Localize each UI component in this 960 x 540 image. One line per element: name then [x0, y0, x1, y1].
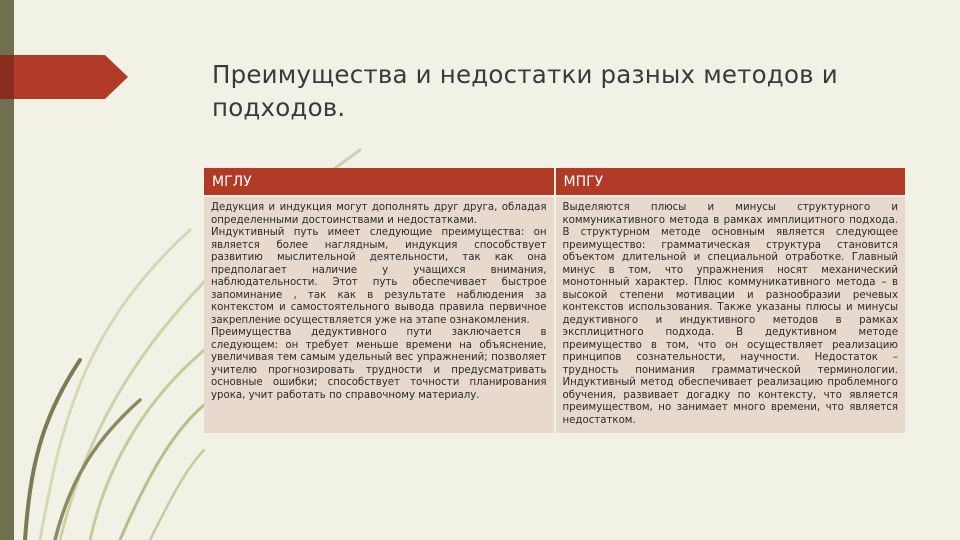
header-mpgu: МПГУ: [556, 168, 906, 195]
title-arrow-tail: [0, 55, 14, 99]
grass-blade: [25, 360, 80, 540]
cell-mpgu: Выделяются плюсы и минусы структурного и коммуникативного метода в рамках имплицитного подхода. В структурном методе основным является следующее преимущество: грамматическая структура становится объектом длительной и специальной отработке. Главный минус в том, что упражнения носят механический монотонный характер. Плюс коммуникативного метода – в высокой степени мотивации и разнообразии речевых контекстов использования. Также указаны плюсы и минусы дедуктивного и индуктивного методов в рамках эксплицитного подхода. В дедуктивном методе преимущество в том, что он осуществляет реализацию принципов сознательности, научности. Недостаток – трудность понимания грамматической терминологии. Индуктивный метод обеспечивает реализацию проблемного обучения, развивает догадку по контексту, что является преимуществом, но занимает много времени, что является недостатком.: [556, 195, 906, 433]
grass-blade: [120, 405, 204, 540]
cell-mglu: Дедукция и индукция могут дополнять друг друга, обладая определенными достоинствами и недостатками. Индуктивный путь имеет следующие преимущества: он является более наглядным, индукция способствует развитию мыслительной деятельности, так как она предполагает наличие у учащихся внимания, наблюдательности. Этот путь обеспечивает быстрое запоминание , так как в результате наблюдения за контекстом и самостоятельного вывода правила первичное закрепление осуществляется уже на этапе ознакомления. Преимущества дедуктивного пути заключается в следующем: он требует меньше времени на объяснение, увеличивая тем самым удельный вес упражнений; позволяет учителю прогнозировать трудности и предусматривать основные ошибки; способствует точности планирования урока, учит работать по справочному материалу.: [204, 195, 556, 433]
slide-title: Преимущества и недостатки разных методов и подходов.: [212, 60, 838, 122]
comparison-table: [204, 168, 905, 433]
header-mglu: МГЛУ: [204, 168, 556, 195]
title-arrow-decoration: [0, 55, 128, 99]
table-header-row: [204, 168, 905, 195]
table-row: [204, 195, 905, 433]
